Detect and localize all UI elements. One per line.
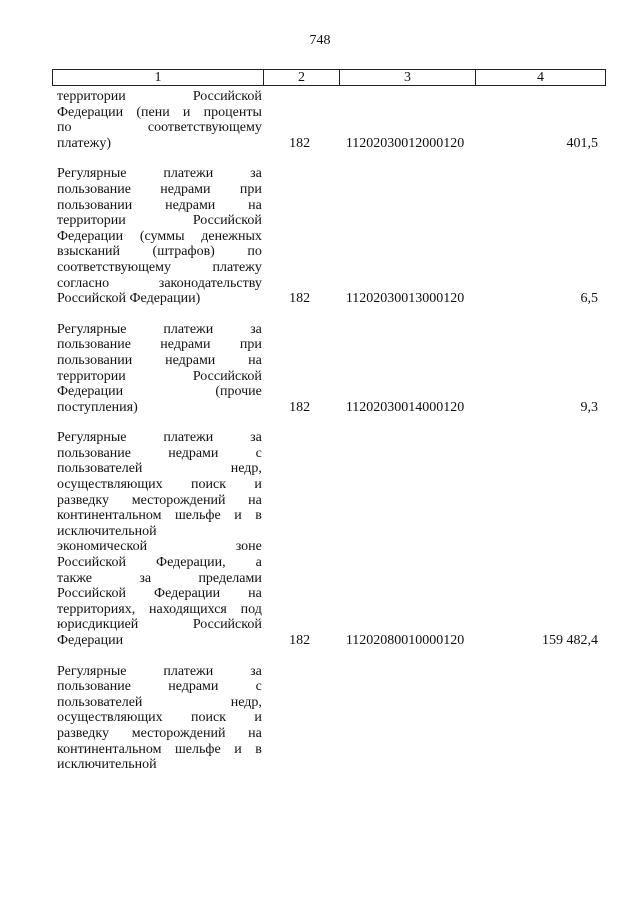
description-line: территориях, находящихся под — [57, 601, 262, 617]
header-col-2: 2 — [264, 70, 340, 85]
description-line: исключительной — [57, 523, 157, 539]
description-line: согласно законодательству — [57, 275, 262, 291]
description-line: пользование недрами с — [57, 445, 262, 461]
description-line: осуществляющих поиск и — [57, 477, 262, 493]
description-line: разведку месторождений на — [57, 725, 262, 741]
row-budget-code: 11202080010000120 — [345, 633, 465, 648]
description-line: Федерации (прочие — [57, 384, 262, 400]
description-line: пользовании недрами на — [57, 352, 262, 368]
table-row — [52, 664, 606, 773]
page-number: 748 — [309, 33, 331, 48]
description-line: разведку месторождений на — [57, 492, 262, 508]
description-line: Российской Федерации на — [57, 586, 262, 602]
row-admin-code: 182 — [289, 633, 311, 648]
description-line: платежу) — [57, 135, 111, 151]
description-line: Федерации — [57, 633, 124, 648]
description-line: поступления) — [57, 399, 138, 415]
table-row — [52, 166, 606, 306]
description-line: также за пределами — [57, 570, 262, 586]
row-budget-code: 11202030012000120 — [345, 135, 465, 151]
row-admin-code: 182 — [289, 399, 311, 415]
description-line: пользователей недр, — [57, 694, 262, 710]
description-line: территории Российской — [57, 368, 262, 384]
description-line: юрисдикцией Российской — [57, 617, 262, 633]
header-col-4: 4 — [537, 70, 544, 85]
row-amount: 401,5 — [566, 135, 598, 151]
header-col-3: 3 — [340, 70, 476, 85]
description-line: Регулярные платежи за — [57, 166, 262, 182]
description-line: континентальном шельфе и в — [57, 508, 262, 524]
description-line: Российской Федерации, а — [57, 555, 262, 571]
description-line: континентальном шельфе и в — [57, 741, 262, 757]
description-line: Регулярные платежи за — [57, 321, 262, 337]
row-admin-code: 182 — [289, 291, 311, 307]
description-line: Федерации (пени и проценты — [57, 104, 262, 120]
row-description — [57, 166, 262, 306]
row-description — [57, 664, 262, 773]
row-amount: 159 482,4 — [542, 633, 598, 648]
row-budget-code: 11202030013000120 — [345, 291, 465, 307]
row-description — [57, 89, 262, 151]
description-line: соответствующему платежу — [57, 259, 262, 275]
description-line: экономической зоне — [57, 539, 262, 555]
description-line: исключительной — [57, 757, 157, 773]
table-row — [52, 89, 606, 151]
description-line: по соответствующему — [57, 120, 262, 136]
table-header — [52, 69, 606, 86]
row-amount: 6,5 — [580, 291, 598, 307]
description-line: пользователей недр, — [57, 461, 262, 477]
description-line: пользование недрами при — [57, 181, 262, 197]
table-row — [52, 322, 606, 416]
description-line: пользование недрами с — [57, 679, 262, 695]
row-description — [57, 322, 262, 416]
description-line: Регулярные платежи за — [57, 430, 262, 446]
table-row — [52, 430, 606, 648]
header-col-1: 1 — [53, 70, 264, 85]
table-body — [52, 89, 606, 788]
row-admin-code: 182 — [289, 135, 311, 151]
description-line: пользовании недрами на — [57, 197, 262, 213]
description-line: осуществляющих поиск и — [57, 710, 262, 726]
description-line: Федерации (суммы денежных — [57, 228, 262, 244]
row-budget-code: 11202030014000120 — [345, 399, 465, 415]
description-line: территории Российской — [57, 89, 262, 104]
row-description — [57, 430, 262, 648]
description-line: территории Российской — [57, 213, 262, 229]
description-line: Российской Федерации) — [57, 291, 201, 307]
description-line: взысканий (штрафов) по — [57, 244, 262, 260]
description-line: пользование недрами при — [57, 337, 262, 353]
description-line: Регулярные платежи за — [57, 663, 262, 679]
row-amount: 9,3 — [580, 399, 598, 415]
